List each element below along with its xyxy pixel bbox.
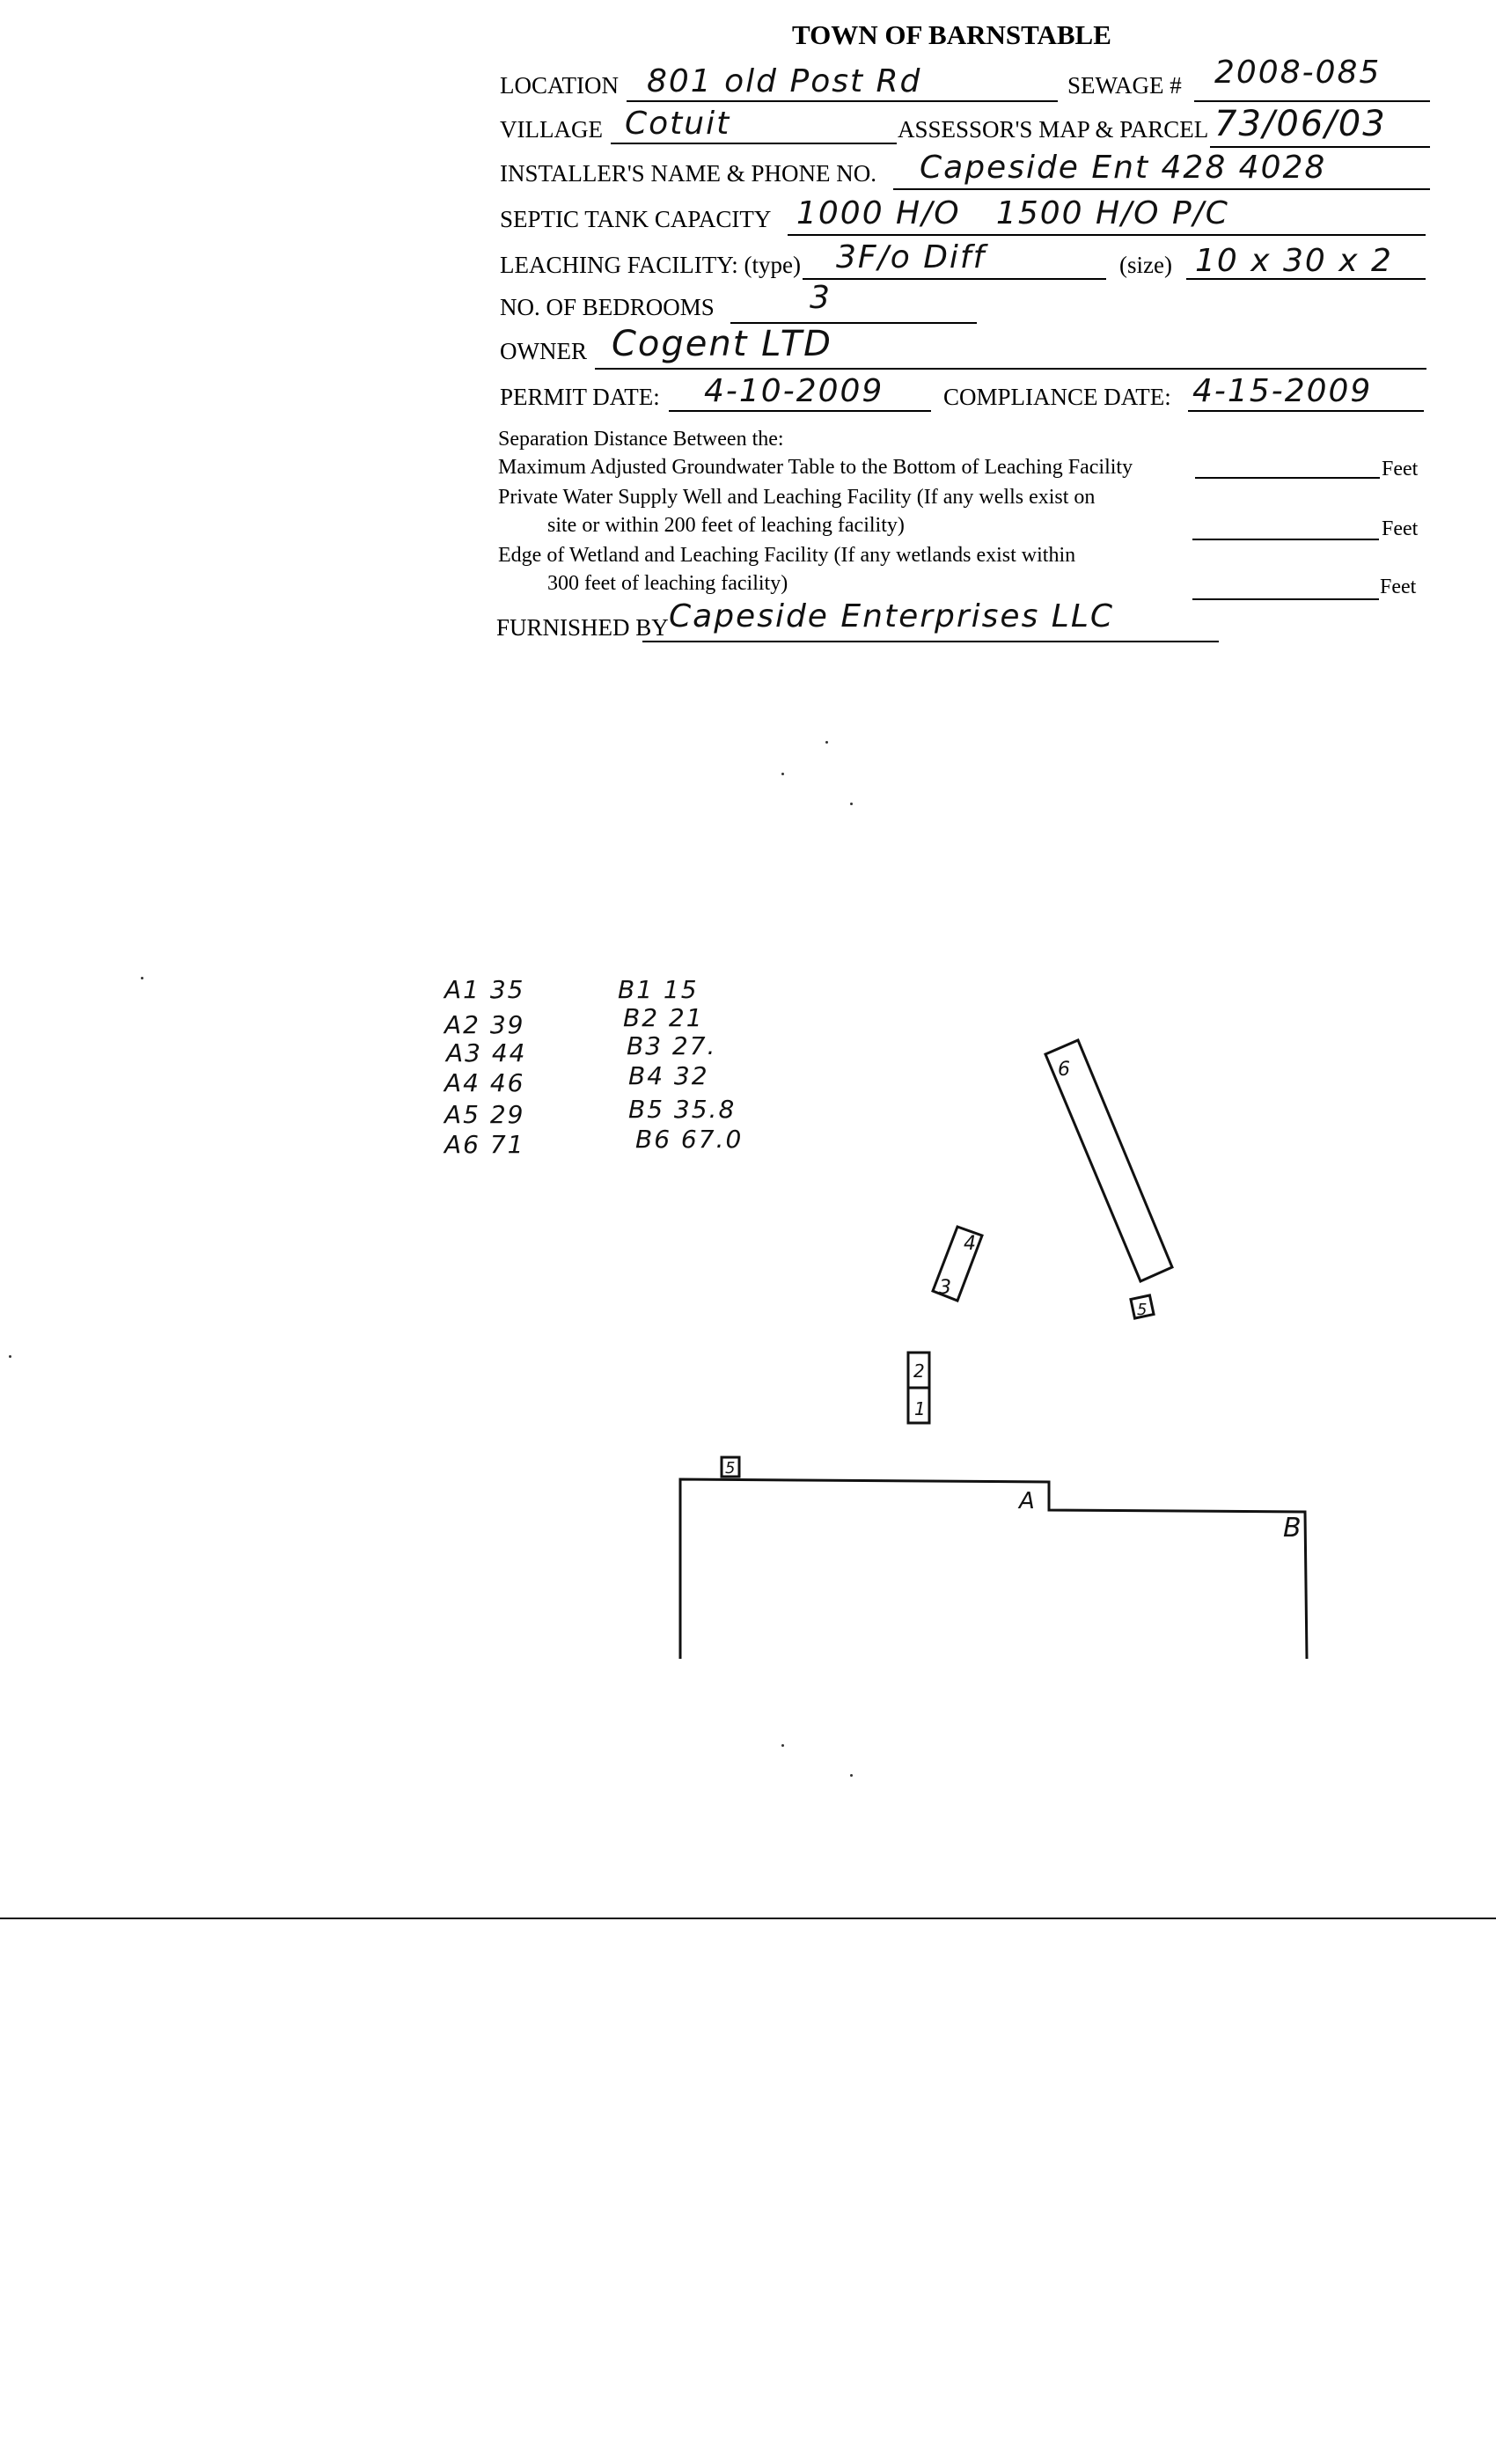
sep-wetland-label-1: Edge of Wetland and Leaching Facility (If any wetlands exist within xyxy=(498,544,1076,567)
compliance-value: 4-15-2009 xyxy=(1192,373,1373,409)
measure-b4: B4 32 xyxy=(628,1061,709,1090)
measure-b3: B3 27. xyxy=(627,1031,717,1060)
box-1-label: 1 xyxy=(914,1398,926,1419)
furnished-value: Capeside Enterprises LLC xyxy=(669,598,1115,634)
measure-b5: B5 35.8 xyxy=(628,1095,737,1124)
box-2-label: 2 xyxy=(913,1360,925,1382)
owner-label: OWNER xyxy=(500,338,587,364)
bedrooms-label: NO. OF BEDROOMS xyxy=(500,294,715,320)
sewage-value: 2008-085 xyxy=(1214,55,1382,91)
tank-label: SEPTIC TANK CAPACITY xyxy=(500,206,772,232)
sep-well-label-2: site or within 200 feet of leaching facility) xyxy=(547,514,905,537)
measure-a1: A1 35 xyxy=(444,975,525,1004)
sep-wetland-feet: Feet xyxy=(1380,576,1417,598)
permit-value: 4-10-2009 xyxy=(704,373,884,409)
scan-speck xyxy=(850,1774,853,1777)
size-label: (size) xyxy=(1119,252,1172,278)
marker-5-label: 5 xyxy=(1137,1301,1148,1319)
furnished-label: FURNISHED BY xyxy=(496,614,669,641)
building-outline xyxy=(680,1479,1307,1659)
installer-value: Capeside Ent 428 4028 xyxy=(920,150,1327,186)
corner-b-label: B xyxy=(1283,1513,1302,1544)
measure-a5: A5 29 xyxy=(444,1100,525,1129)
owner-value: Cogent LTD xyxy=(612,324,832,364)
measure-b1: B1 15 xyxy=(618,975,699,1004)
sep-wetland-label-2: 300 feet of leaching facility) xyxy=(547,572,788,595)
measure-a6: A6 71 xyxy=(444,1130,525,1159)
separation-heading: Separation Distance Between the: xyxy=(498,428,784,451)
box-6-label: 6 xyxy=(1058,1059,1070,1081)
sep-well-feet: Feet xyxy=(1382,517,1419,540)
scan-speck xyxy=(850,803,853,805)
sewage-label: SEWAGE # xyxy=(1067,72,1182,99)
location-value: 801 old Post Rd xyxy=(647,63,922,99)
assessor-value: 73/06/03 xyxy=(1214,104,1387,144)
tank-value: 1000 H/O 1500 H/O P/C xyxy=(796,195,1229,231)
compliance-label: COMPLIANCE DATE: xyxy=(943,384,1171,410)
sep-well-label-1: Private Water Supply Well and Leaching Facility (If any wells exist on xyxy=(498,486,1096,509)
installer-label: INSTALLER'S NAME & PHONE NO. xyxy=(500,160,876,187)
village-value: Cotuit xyxy=(625,106,731,142)
scan-speck xyxy=(141,977,143,979)
measure-a4: A4 46 xyxy=(444,1068,525,1097)
sep-groundwater-label: Maximum Adjusted Groundwater Table to the Bottom of Leaching Facility xyxy=(498,456,1133,479)
box-4-label: 4 xyxy=(964,1233,976,1255)
measure-b6: B6 67.0 xyxy=(635,1125,744,1154)
marker-tl-label: 5 xyxy=(725,1459,736,1478)
measure-a2: A2 39 xyxy=(444,1010,525,1039)
location-label: LOCATION xyxy=(500,72,619,99)
scan-speck xyxy=(825,741,828,744)
leaching-label: LEACHING FACILITY: (type) xyxy=(500,252,801,278)
box-3-label: 3 xyxy=(939,1277,951,1299)
corner-a-label: A xyxy=(1019,1488,1035,1514)
permit-label: PERMIT DATE: xyxy=(500,384,660,410)
scan-speck xyxy=(781,1744,784,1747)
bedrooms-value: 3 xyxy=(810,280,832,316)
measure-b2: B2 21 xyxy=(623,1003,704,1032)
form-title: TOWN OF BARNSTABLE xyxy=(792,19,1111,50)
sep-groundwater-feet: Feet xyxy=(1382,458,1419,480)
leaching-value: 3F/o Diff xyxy=(836,239,986,275)
measure-a3: A3 44 xyxy=(446,1038,527,1067)
size-value: 10 x 30 x 2 xyxy=(1195,243,1393,279)
scan-speck xyxy=(9,1355,11,1358)
village-label: VILLAGE xyxy=(500,116,603,143)
assessor-label: ASSESSOR'S MAP & PARCEL xyxy=(898,116,1209,143)
scan-speck xyxy=(781,773,784,775)
